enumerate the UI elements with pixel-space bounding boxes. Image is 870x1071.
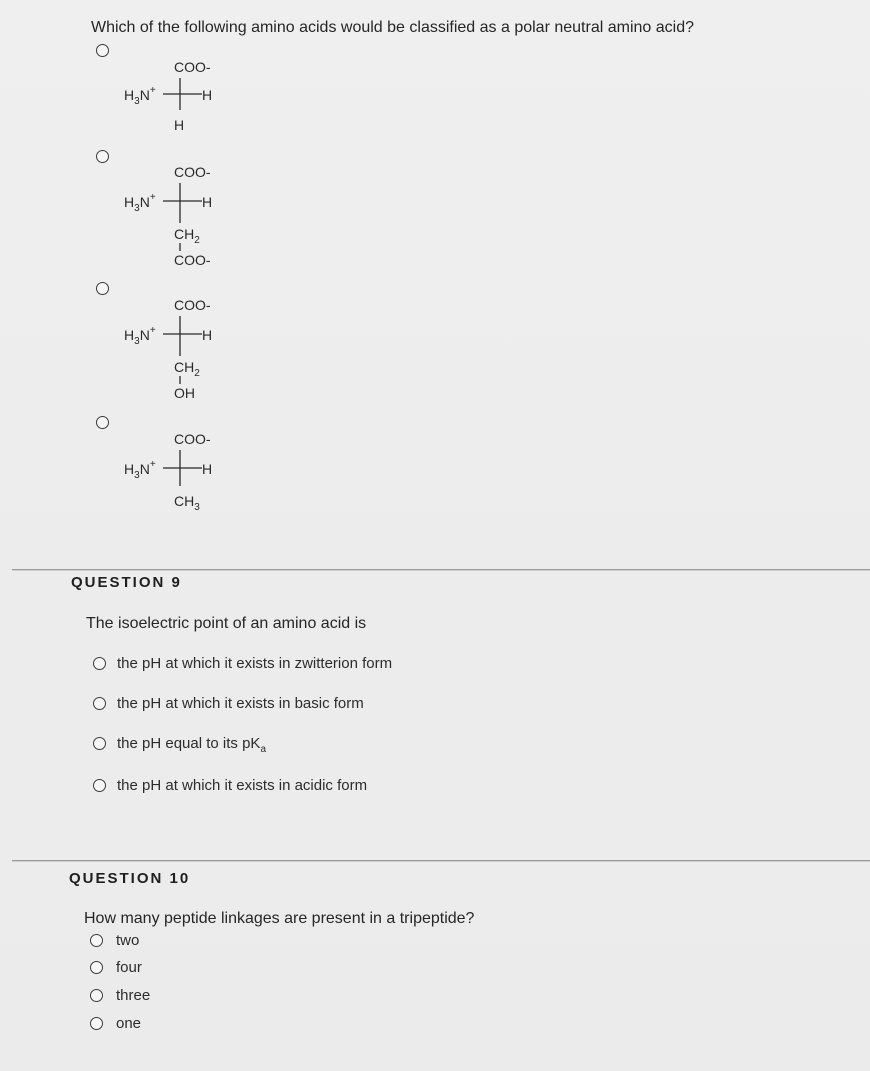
q10-option-4-label[interactable]: one <box>116 1015 142 1032</box>
q8-opt1-side: H <box>174 117 185 133</box>
question-9-heading: QUESTION 9 <box>71 574 182 591</box>
question-10-prompt: How many peptide linkages are present in a tripeptide? <box>84 910 475 927</box>
q10-option-3-radio[interactable] <box>90 989 103 1002</box>
q10-option-1-label[interactable]: two <box>116 932 140 949</box>
q9-option-3-radio[interactable] <box>93 737 106 750</box>
q8-option-2-structure <box>120 163 250 273</box>
question-10-heading: QUESTION 10 <box>69 870 191 887</box>
q8-opt1-top: COO- <box>174 59 211 75</box>
q8-option-1-radio[interactable] <box>96 44 109 57</box>
q10-option-4-radio[interactable] <box>90 1017 103 1030</box>
q8-option-4-structure <box>120 430 250 540</box>
q8-option-3-radio[interactable] <box>96 282 109 295</box>
q10-option-2-radio[interactable] <box>90 961 103 974</box>
q8-option-1-structure <box>120 58 250 168</box>
q8-opt3-ch2: $CH_2$ <box>174 359 200 379</box>
q9-option-3-text: the pH equal to its pK <box>117 735 261 752</box>
q9-option-3-label[interactable] <box>117 735 266 755</box>
q10-option-3-label[interactable]: three <box>116 987 151 1004</box>
q8-opt1-amine: $H_3N^+$ <box>124 85 156 107</box>
q9-option-2-label[interactable]: the pH at which it exists in basic form <box>117 695 364 712</box>
q8-opt3-side2: OH <box>174 385 195 401</box>
q8-opt3-right: H <box>202 327 213 343</box>
q8-option-4-radio[interactable] <box>96 416 109 429</box>
q9-option-1-radio[interactable] <box>93 657 106 670</box>
question-8-prompt: Which of the following amino acids would be classified as a polar neutral amino acid? <box>91 19 694 36</box>
q8-opt4-right: H <box>202 461 213 477</box>
q8-opt4-ch3: $CH_3$ <box>174 493 200 513</box>
q8-opt2-side2: COO- <box>174 252 211 268</box>
q8-opt2-ch2: $CH_2$ <box>174 226 200 246</box>
q10-option-2-label[interactable]: four <box>116 959 142 976</box>
q8-opt4-top: COO- <box>174 431 211 447</box>
q8-opt2-top: COO- <box>174 164 211 180</box>
section-divider <box>12 569 870 570</box>
q8-opt1-right: H <box>202 87 213 103</box>
q9-option-1-label[interactable]: the pH at which it exists in zwitterion form <box>117 655 393 672</box>
q8-option-3-structure <box>120 296 250 406</box>
section-divider-2 <box>12 860 870 861</box>
q9-option-4-label[interactable]: the pH at which it exists in acidic form <box>117 777 368 794</box>
q8-opt2-amine: $H_3N^+$ <box>124 192 156 214</box>
q9-option-3-subscript: a <box>260 744 266 755</box>
q8-option-2-radio[interactable] <box>96 150 109 163</box>
q8-opt3-amine: $H_3N^+$ <box>124 325 156 347</box>
q10-option-1-radio[interactable] <box>90 934 103 947</box>
q8-opt4-amine: $H_3N^+$ <box>124 459 156 481</box>
q9-option-2-radio[interactable] <box>93 697 106 710</box>
q8-opt3-top: COO- <box>174 297 211 313</box>
q9-option-4-radio[interactable] <box>93 779 106 792</box>
question-9-prompt: The isoelectric point of an amino acid is <box>86 615 367 632</box>
q8-opt2-right: H <box>202 194 213 210</box>
